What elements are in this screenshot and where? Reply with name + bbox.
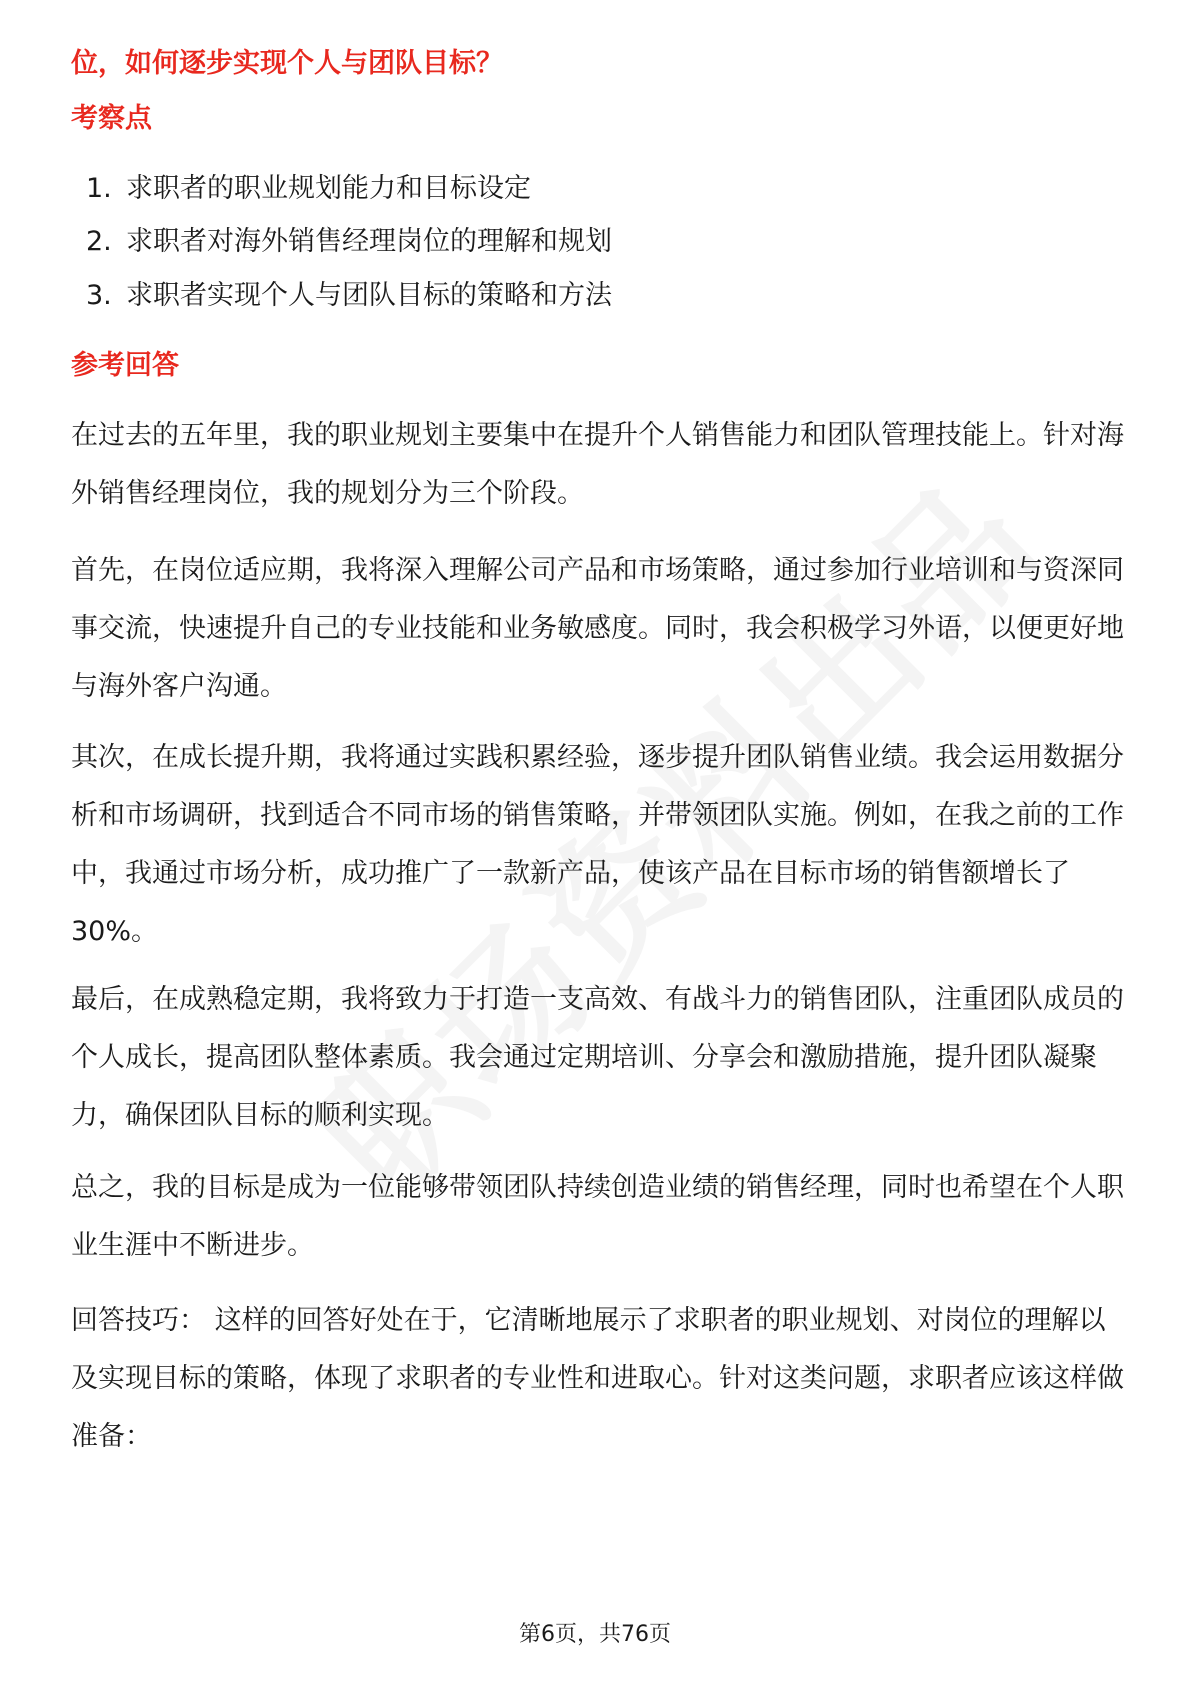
- list-item-number: 3.: [86, 280, 112, 311]
- list-item-number: 2.: [86, 226, 112, 257]
- paragraph: 其次，在成长提升期，我将通过实践积累经验，逐步提升团队销售业绩。我会运用数据分析和市场调研，找到适合不同市场的销售策略，并带领团队实施。例如，在我之前的工作中，我通过市场分析，成功推广了一款新产品，使该产品在目标市场的销售额增长了30%。: [71, 742, 1124, 947]
- question-title-continuation: 位，如何逐步实现个人与团队目标？: [71, 48, 503, 79]
- paragraph: 回答技巧： 这样的回答好处在于，它清晰地展示了求职者的职业规划、对岗位的理解以及实现目标的策略，体现了求职者的专业性和进取心。针对这类问题，求职者应该这样做准备：: [71, 1305, 1124, 1452]
- list-item: [86, 280, 612, 312]
- paragraph: 在过去的五年里，我的职业规划主要集中在提升个人销售能力和团队管理技能上。针对海外销售经理岗位，我的规划分为三个阶段。: [71, 420, 1124, 509]
- list-item-text: 求职者对海外销售经理岗位的理解和规划: [126, 226, 612, 257]
- paragraph: 首先，在岗位适应期，我将深入理解公司产品和市场策略，通过参加行业培训和与资深同事交流，快速提升自己的专业技能和业务敏感度。同时，我会积极学习外语，以便更好地与海外客户沟通。: [71, 555, 1124, 702]
- page-number: 第6页，共76页: [519, 1622, 671, 1647]
- list-item: [86, 173, 531, 205]
- section-heading-answer: 参考回答: [71, 350, 179, 381]
- list-item-text: 求职者的职业规划能力和目标设定: [126, 173, 531, 204]
- paragraph: 最后，在成熟稳定期，我将致力于打造一支高效、有战斗力的销售团队，注重团队成员的个人成长，提高团队整体素质。我会通过定期培训、分享会和激励措施，提升团队凝聚力，确保团队目标的顺利实现。: [71, 984, 1124, 1131]
- list-item-text: 求职者实现个人与团队目标的策略和方法: [126, 280, 612, 311]
- section-heading-points: 考察点: [71, 103, 152, 134]
- list-item: [86, 226, 612, 258]
- list-item-number: 1.: [86, 173, 112, 204]
- paragraph: 总之，我的目标是成为一位能够带领团队持续创造业绩的销售经理，同时也希望在个人职业生涯中不断进步。: [71, 1172, 1124, 1261]
